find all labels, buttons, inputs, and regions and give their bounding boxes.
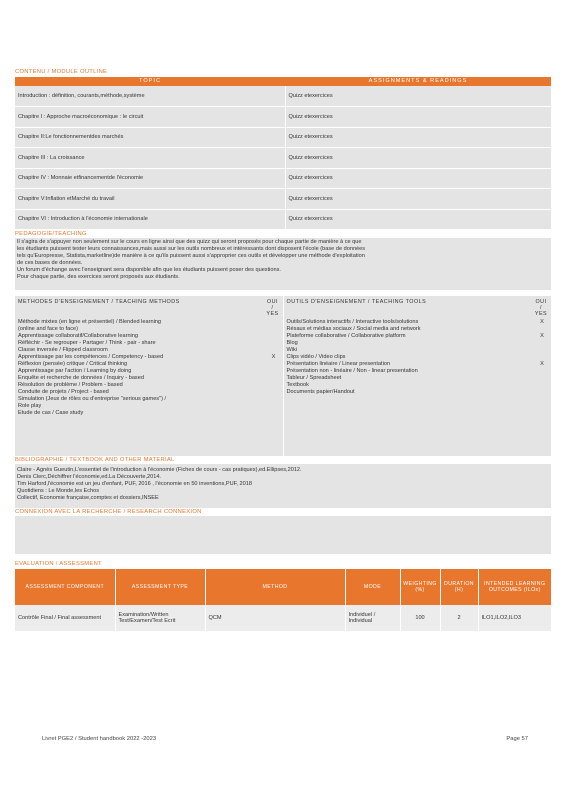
tools-yes-label: OUI / YES (534, 299, 548, 317)
tool-mark: X (540, 333, 544, 339)
method-item (18, 389, 280, 396)
topic-cell: Chapitre V:Inflation etMarché du travail (15, 189, 285, 210)
method-label: Role play (18, 403, 42, 409)
method-item (18, 375, 280, 382)
method-label: Apprentissage collaboratif/Collaborative learning (18, 333, 139, 339)
eval-col-method: METHOD (205, 569, 345, 605)
table-row (15, 107, 551, 128)
eval-col-outcomes: INTENDED LEARNING OUTCOMES (ILOs) (478, 569, 551, 605)
method-item (18, 340, 280, 347)
evaluation-section-label: EVALUATION / ASSESSMENT (15, 561, 102, 567)
table-row (15, 127, 551, 148)
eval-duration: 2 (440, 605, 478, 631)
method-label: Classe inversée / Flipped classroom (18, 347, 108, 353)
tool-label: Résaux et médias sociaux / Social media and network (286, 326, 421, 332)
pedagogy-line: de ces bases de données. (17, 260, 83, 266)
method-mark (268, 403, 280, 410)
tool-item (287, 347, 549, 354)
tools-header-label: OUTILS D'ENSEIGNEMENT / TEACHING TOOLS (286, 299, 427, 305)
tool-label: Présentation linéaire / Linear presentation (286, 361, 391, 367)
eval-mode: Individuel / Individual (345, 605, 400, 631)
table-row (15, 168, 551, 189)
method-mark (268, 410, 280, 417)
tool-label: Outils/Solutions interactifs / Interactive tools/solutions (286, 319, 419, 325)
assign-cell: Quizz etexercices (285, 168, 551, 189)
eval-component: Contrôle Final / Final assessment (15, 605, 115, 631)
topic-cell: Chapitre III : La croissance (15, 148, 285, 169)
method-mark (268, 326, 280, 333)
method-label: Simulation (Jeux de rôles ou d'entreprise "serious games") / (18, 396, 167, 402)
method-mark (268, 382, 280, 389)
method-label: Apprentissage par l'action / Learning by doing (18, 368, 132, 374)
method-label: Etude de cas / Case study (18, 410, 84, 416)
tool-mark (536, 354, 548, 361)
methods-header (18, 299, 280, 317)
pedagogy-line: tels qu'Europresse, Statista,marketline)de manière à ce qu'ils puissent aussi s'approprier ces outils et développer une méthode d'exploitation (17, 253, 365, 259)
table-row (15, 209, 551, 230)
tool-mark (536, 326, 548, 333)
assign-cell: Quizz etexercices (285, 107, 551, 128)
method-item (18, 333, 280, 340)
assign-cell: Quizz etexercices (285, 209, 551, 230)
method-mark (268, 340, 280, 347)
method-item (18, 354, 280, 361)
pedagogy-section-label: PEDAGOGIE/TEACHING (15, 231, 87, 237)
tool-mark (536, 368, 548, 375)
method-item (18, 410, 280, 417)
pedagogy-line: les étudiants puissent tester leurs connaissances,mais aussi sur les outils nombreux et intéressants dont disposent l'école (base de données (17, 246, 366, 252)
tool-mark (536, 375, 548, 382)
tool-item (287, 319, 549, 326)
research-section-label: CONNEXION AVEC LA RECHERCHE / RESEARCH CONNEXION (15, 509, 202, 515)
eval-col-duration: DURATION (H) (440, 569, 478, 605)
eval-method: QCM (205, 605, 345, 631)
methods-yes-label: OUI / YES (266, 299, 279, 317)
biblio-line: Denis Clerc,Déchiffrer l'économie,ed.La Découverte,2014. (17, 474, 161, 480)
biblio-line: Tim Harford,l'économie est un jeu d'enfant, PUF, 2016 , l'économie en 50 inventions,PUF, 2018 (17, 481, 252, 487)
outline-table (15, 77, 551, 230)
research-block (15, 516, 551, 554)
method-label: Résolution de problème / Problem - based (18, 382, 123, 388)
tool-item (287, 333, 549, 340)
method-label: Méthode mixtes (en ligne et présentiel) / Blended learning (18, 319, 162, 325)
tool-label: Tableur / Spreadsheet (286, 375, 342, 381)
assign-cell: Quizz etexercices (285, 189, 551, 210)
biblio-line: Claire - Agnès Gueutin,L'essentiel de l'introduction à l'économie (Fiches de cours - cas pratiques),ed.Ellipses,2012. (17, 467, 302, 473)
biblio-block (15, 464, 551, 508)
table-row (15, 605, 551, 631)
method-mark (268, 347, 280, 354)
tool-item (287, 326, 549, 333)
method-label: Apprentissage par les compétences / Competency - based (18, 354, 164, 360)
method-mark: X (271, 354, 276, 360)
tool-label: Wiki (286, 347, 298, 353)
method-item (18, 347, 280, 354)
method-mark (268, 368, 280, 375)
method-label: Conduite de projets / Project - based (18, 389, 109, 395)
method-mark (268, 333, 280, 340)
method-item (18, 326, 280, 333)
method-item (18, 319, 280, 326)
tool-label: Présentation non - linéaire / Non - linear presentation (286, 368, 418, 374)
method-label: Réfléchir - Se regrouper - Partager / Think - pair - share (18, 340, 156, 346)
method-mark (268, 389, 280, 396)
tool-label: Textbook (286, 382, 309, 388)
assign-cell: Quizz etexercices (285, 127, 551, 148)
tool-mark (536, 347, 548, 354)
tool-item (287, 361, 549, 368)
tool-mark (536, 340, 548, 347)
topic-cell: Introduction : définition, courants,méthode,système (15, 86, 285, 107)
tools-column (284, 296, 552, 456)
table-row (15, 86, 551, 107)
tool-mark (536, 382, 548, 389)
eval-col-type: ASSESSMENT TYPE (115, 569, 205, 605)
tool-item (287, 354, 549, 361)
tool-item (287, 389, 549, 396)
tool-label: Documents papier/Handout (286, 389, 355, 395)
eval-col-mode: MODE (345, 569, 400, 605)
table-row (15, 148, 551, 169)
topic-cell: Chapitre I : Approche macroéconomique : le circuit (15, 107, 285, 128)
biblio-line: Collectif, Economie française,comptes et dossiers,INSEE (17, 495, 159, 501)
method-label: Enquête et recherche de données / Inquiry - based (18, 375, 144, 381)
eval-type: Examination/Written Test/Examen/Test Ecrit (115, 605, 205, 631)
biblio-line: Quotidiens : Le Monde,les Echos (17, 488, 100, 494)
assign-cell: Quizz etexercices (285, 148, 551, 169)
table-row (15, 189, 551, 210)
methods-tools-panel (15, 296, 551, 456)
tool-mark: X (540, 319, 544, 325)
pedagogy-line: Un forum d'échange avec l'enseignant sera disponible afin que les étudiants puissent poser des questions. (17, 267, 281, 273)
pedagogy-block (15, 238, 551, 290)
method-mark (268, 361, 280, 368)
method-item (18, 403, 280, 410)
outline-col-topic: TOPIC (15, 77, 285, 86)
eval-col-component: ASSESSMENT COMPONENT (15, 569, 115, 605)
outline-section-label: CONTENU / MODULE OUTLINE (15, 69, 108, 75)
footer-page-number: Page 57 (506, 736, 528, 742)
methods-header-label: METHODES D'ENSEIGNEMENT / TEACHING METHODS (18, 299, 180, 305)
handbook-page (15, 68, 551, 631)
method-mark (268, 396, 280, 403)
method-mark (268, 319, 280, 326)
tool-label: Blog (286, 340, 298, 346)
tools-header (287, 299, 549, 317)
pedagogy-line: Il s'agira de s'appuyer non seulement sur le cours en ligne ainsi que des quizz qui seront proposés pour chaque partie de manière à ce que (17, 239, 362, 245)
biblio-section-label: BIBLIOGRAPHIE / TEXTBOOK AND OTHER MATERIAL (15, 457, 175, 463)
eval-weighting: 100 (400, 605, 440, 631)
pedagogy-line: Pour chaque partie, des exercices seront proposés aux étudiants. (17, 274, 180, 280)
eval-col-weighting: WEIGHTING (%) (400, 569, 440, 605)
assign-cell: Quizz etexercices (285, 86, 551, 107)
eval-outcomes: ILO1,ILO2,ILO3 (478, 605, 551, 631)
method-label: (online and face to face) (18, 326, 79, 332)
footer-handbook-label: Livret PGE2 / Student handbook 2022 -2023 (42, 736, 157, 742)
tool-item (287, 340, 549, 347)
tool-label: Clips vidéo / Video clips (286, 354, 346, 360)
topic-cell: Chapitre II:Le fonctionnementdes marchés (15, 127, 285, 148)
method-mark (268, 375, 280, 382)
tool-item (287, 375, 549, 382)
tool-item (287, 382, 549, 389)
topic-cell: Chapitre VI : Introduction à l'économie internationale (15, 209, 285, 230)
method-item (18, 368, 280, 375)
tool-mark (536, 389, 548, 396)
page-footer (42, 736, 528, 742)
topic-cell: Chapitre IV : Monnaie etfinancementde l'économie (15, 168, 285, 189)
method-label: Réflexion (pensée) critique / Critical thinking (18, 361, 128, 367)
methods-column (15, 296, 284, 456)
evaluation-table (15, 569, 551, 631)
tool-label: Plateforme collaborative / Collaborative platform (286, 333, 406, 339)
method-item (18, 361, 280, 368)
outline-col-assign: ASSIGNMENTS & READINGS (285, 77, 551, 86)
method-item (18, 396, 280, 403)
tool-item (287, 368, 549, 375)
tool-mark: X (540, 361, 544, 367)
method-item (18, 382, 280, 389)
